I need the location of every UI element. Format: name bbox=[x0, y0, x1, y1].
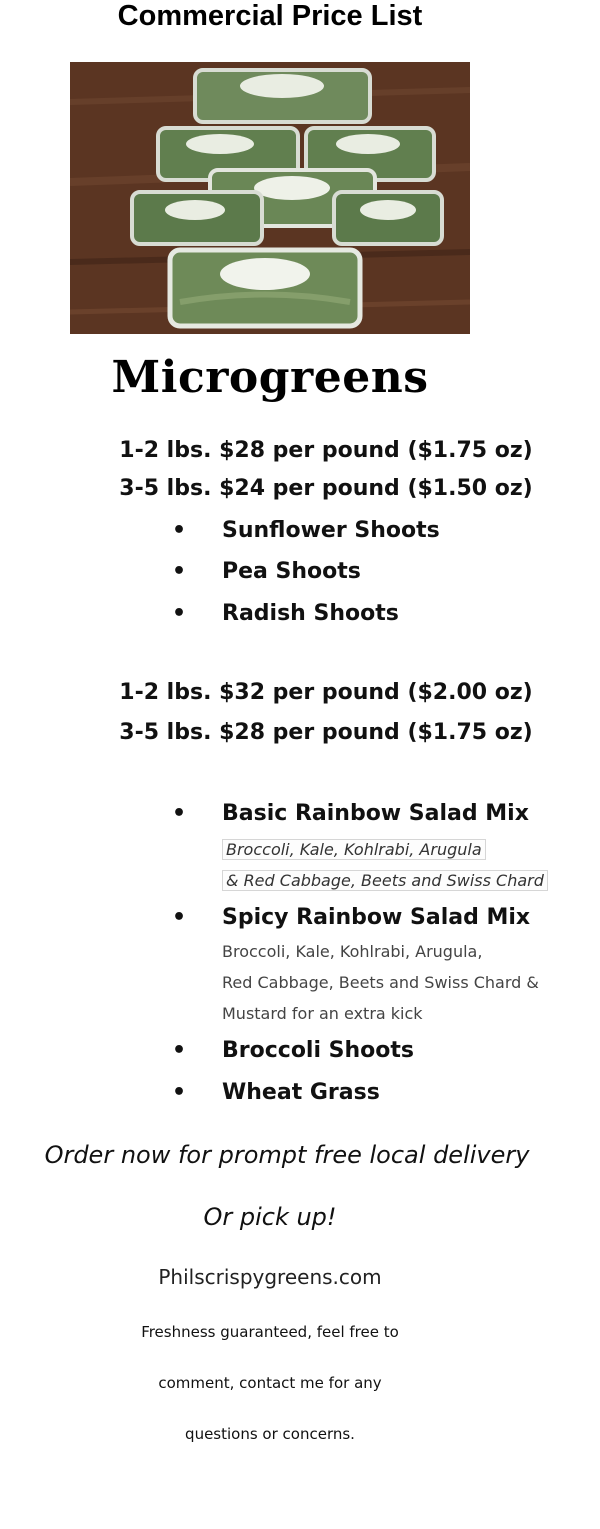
page-title: Commercial Price List bbox=[117, 0, 423, 32]
price-line-group1-tier1: 1-2 lbs. $28 per pound ($1.75 oz) bbox=[119, 438, 533, 463]
item-description-line: Red Cabbage, Beets and Swiss Chard & bbox=[222, 973, 539, 992]
item-description-line: & Red Cabbage, Beets and Swiss Chard bbox=[222, 870, 548, 891]
list-item bbox=[172, 1080, 380, 1105]
item-description-line: Mustard for an extra kick bbox=[222, 1004, 423, 1023]
footer-text-line: questions or concerns. bbox=[185, 1425, 355, 1443]
bullet-icon: • bbox=[172, 801, 187, 826]
list-item bbox=[172, 905, 530, 930]
list-item bbox=[172, 518, 440, 543]
price-line-group1-tier2: 3-5 lbs. $24 per pound ($1.50 oz) bbox=[119, 476, 533, 501]
list-item-label: Pea Shoots bbox=[222, 559, 361, 584]
bullet-icon: • bbox=[172, 601, 187, 626]
list-item-label: Wheat Grass bbox=[222, 1080, 380, 1105]
microgreens-containers-image bbox=[70, 62, 470, 334]
list-item-label: Sunflower Shoots bbox=[222, 518, 440, 543]
list-item bbox=[172, 1038, 414, 1063]
footer-text-line: Freshness guaranteed, feel free to bbox=[141, 1323, 399, 1341]
list-item-label: Radish Shoots bbox=[222, 601, 399, 626]
bullet-icon: • bbox=[172, 518, 187, 543]
product-photo bbox=[70, 62, 470, 334]
bullet-icon: • bbox=[172, 559, 187, 584]
item-description-line: Broccoli, Kale, Kohlrabi, Arugula bbox=[222, 839, 486, 860]
list-item bbox=[172, 801, 529, 826]
promo-pickup-text: Or pick up! bbox=[203, 1203, 337, 1231]
list-item bbox=[172, 559, 361, 584]
list-item-label: Spicy Rainbow Salad Mix bbox=[222, 905, 531, 930]
list-item-label: Broccoli Shoots bbox=[222, 1038, 415, 1063]
bullet-icon: • bbox=[172, 905, 187, 930]
price-line-group2-tier1: 1-2 lbs. $32 per pound ($2.00 oz) bbox=[119, 680, 533, 705]
bullet-icon: • bbox=[172, 1038, 187, 1063]
footer-text-line: comment, contact me for any bbox=[158, 1374, 382, 1392]
bullet-icon: • bbox=[172, 1080, 187, 1105]
promo-delivery-text: Order now for prompt free local delivery bbox=[44, 1141, 530, 1169]
list-item-label: Basic Rainbow Salad Mix bbox=[222, 801, 529, 826]
price-line-group2-tier2: 3-5 lbs. $28 per pound ($1.75 oz) bbox=[119, 720, 533, 745]
item-description-line: Broccoli, Kale, Kohlrabi, Arugula, bbox=[222, 942, 483, 961]
list-item bbox=[172, 601, 399, 626]
website-link[interactable]: Philscrispygreens.com bbox=[158, 1265, 382, 1289]
section-title: Microgreens bbox=[111, 352, 429, 403]
